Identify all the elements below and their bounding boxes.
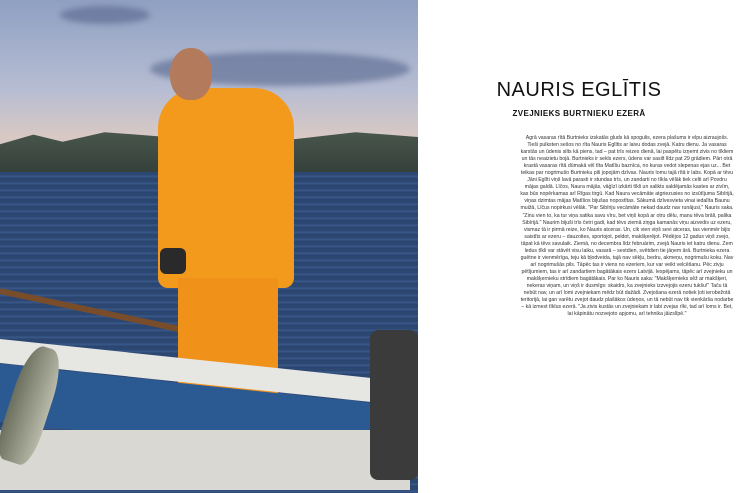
fishing-boat — [0, 320, 418, 493]
fisherman-head — [170, 48, 212, 100]
article-title: NAURIS EGLĪTIS — [496, 79, 662, 101]
article-body: Agrā vasaras rītā Burtnieks izskatās gluds kā spogulis, ezera plašums ir elpu aizraujošs. Tieši pulksten sešos no rīta Nauris Eglītis ar laivu dodas zvejā. Katru dienu. Ja vasaras karstās un ūdenis silts kā piens, tad – pat trīs reizes dienā, lai paspētu izņemt zivis no tīkliem un tās neaizietu bojā. Burtnieks ir sekls ezers, ūdens var sasilt līdz pat 29 grādiem. Pāri otrā krastā vasaras rītā dūmakā vēl tīta Matīšu baznīca, no kuras vedot slepenas ejas uz... Bet teikas par nogrimušo Burtnieku pili jopojām dzīvas. Nauris lomu tajā rītā ir labs. Kopā ar tēvu Jāni Eglīti viņš lavā parasti ir stundas trīs, un zandarti no tīkla vēlāk tiek celti arī Povdru mājas galdā. Līčos, Naura mājās, vāģīzī izkārti tīkli un salikts saldējamās kastes ar zivīm, kas būs nopērkamas arī Rīgas tirgū. Kad Naura vecāmāte atgriezusies no izsūtījuma Sibīrijā, viņas dzimtas mājas Matīšos bijušas nopostītas. Sākumā dzīvesvieta vinai iedalīta Baunu muižā, Līčus nopirkusi vēlāk. "Par Sibīriju vecāmāte nekad daudz nav runājusi," Nauris saka. "Zinu vien to, ka tur viņa satika savu vīru, bet viņš kopā ar otru dēlu, manu tēva brāli, palika Sibīrijā." Naurim bijuši trīs četri gadi, kad tēvs ziemā ziņga kamanās viņu aizvedis uz ezeru, vismaz tā ir pirmā reize, ko Nauris atceras. Un, cik vien viņš sevi atceras, tas vienmēr bijis saistīts ar ezeru – dauzoties, sportojot, peldot, makšķerējot. Pēdējos 12 gadus viņš zvejo, tāpat kā tēvs savulaik. Ziemā, no decembra līdz februārim, zvejā Nauris iet katru dienu. Zem ledus tīkli var stāvēt visu laiku, vasarā – sestdien, svētdien tie jāņem ārā. Burtnieka ezera guētne ir vienmērīga, teju kā bļodveida, tajā nav sēkļu, bedru, akmeņu, nogrimušu koku. Nav arī nogrimušās pils. Tāpēc tas ir viens no ezeriem, kur var veikt velcēšanu. Pēc zivju pētījumiem, tas ir arī zandartiem bagātākais ezers Latvijā. Iespējams, tāpēc arī zvejnieku un makšķernieku strīdiem bagātākais. Par ko Nauris saka: "Makšķernieks sēž ar makšķeri, nekeras viņam, un viņš ir dusmīgs: skaidrs, ka zvejnieks izzvejojis ezeru tukšu!" Taču tā nebūt nav, un arī lomi zvejniekam mēdz būt dažādi. Zvejošana ezerā notiek ļoti ierobežotā teritorijā, lai gan varētu zvejot daudz plašākos ūdeņos, un tā nebūt nav tik vienkārša nodarbe – kā izmest tīklus ezerā. "Ja zivis kustās un zvejniekam ir labi zvejas rīki, tad arī loms ir. Bet, lai kāpinātu nozvejoto apjomu, arī tehnika jāizslīpē." — [520, 135, 734, 318]
sky-cloud — [60, 6, 150, 24]
article-page — [418, 0, 740, 493]
outboard-motor — [370, 330, 418, 480]
article-subtitle: ZVEJNIEKS BURTNIEKU EZERĀ — [512, 109, 646, 118]
boat-hull — [0, 430, 410, 490]
black-glove — [160, 248, 186, 274]
